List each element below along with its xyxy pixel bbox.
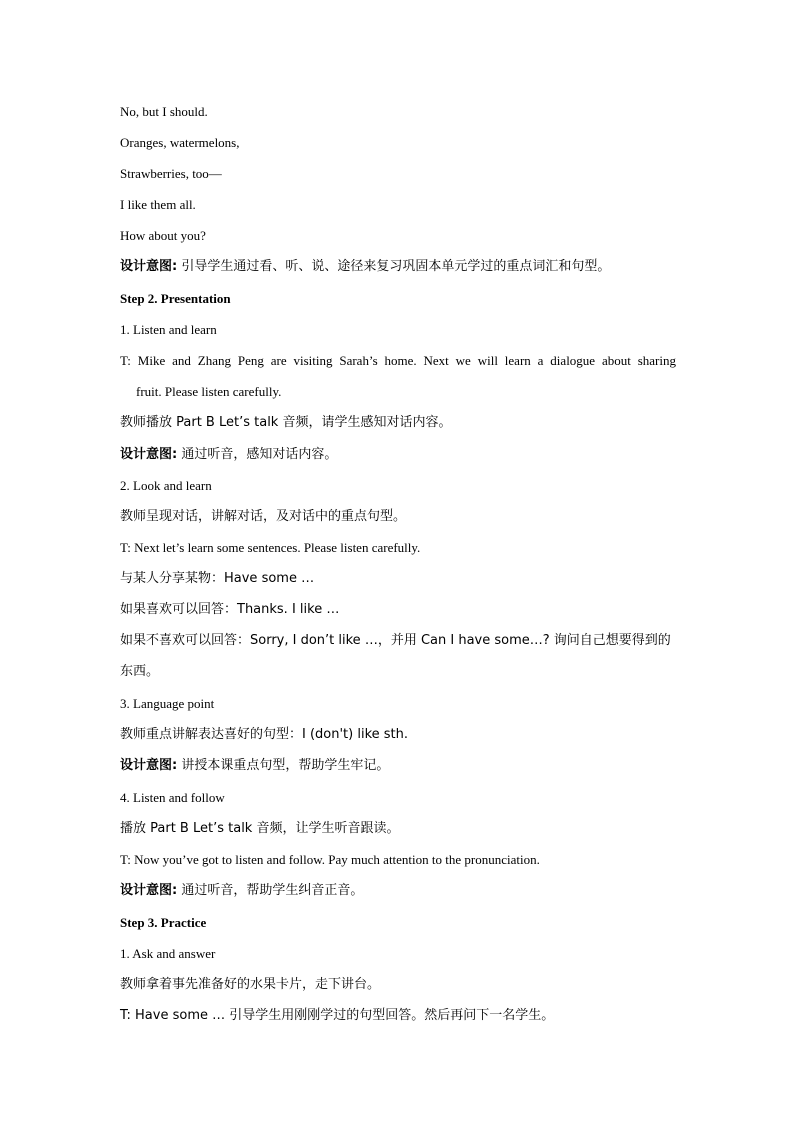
text-line: T: Have some … 引导学生用刚刚学过的句型回答。然后再问下一名学生。 [120,1008,555,1023]
design-intent-label: 设计意图: [120,447,178,462]
text-line: 播放 Part B Let’s talk 音频，让学生听音跟读。 [120,821,400,836]
text-line: 教师拿着事先准备好的水果卡片，走下讲台。 [120,977,381,992]
design-intent-line [120,883,363,899]
step-heading: Step 3. Practice [120,915,207,930]
step-heading: Step 2. Presentation [120,291,231,306]
sub-heading: 1. Ask and answer [120,946,216,961]
design-intent-line [120,758,389,774]
sub-heading: 2. Look and learn [120,478,212,493]
design-intent-text: 引导学生通过看、听、说、途径来复习巩固本单元学过的重点词汇和句型。 [181,259,611,274]
design-intent-label: 设计意图: [120,259,178,274]
design-intent-text: 讲授本课重点句型，帮助学生牢记。 [181,758,390,773]
text-line: 教师重点讲解表达喜好的句型：I (don't) like sth. [120,727,409,742]
text-line: How about you? [120,228,206,243]
text-line: Oranges, watermelons, [120,135,240,150]
design-intent-label: 设计意图: [120,758,178,773]
sub-heading: 4. Listen and follow [120,790,225,805]
design-intent-text: 通过听音，帮助学生纠音正音。 [181,883,364,898]
text-line: 如果不喜欢可以回答：Sorry, I don’t like …，并用 Can I have some…? 询问自己想要得到的 [120,633,671,648]
design-intent-line [120,259,610,275]
sub-heading: 1. Listen and learn [120,322,217,337]
design-intent-label: 设计意图: [120,883,178,898]
design-intent-line [120,447,337,463]
text-line: fruit. Please listen carefully. [136,384,282,399]
text-line: T: Now you’ve got to listen and follow. Pay much attention to the pronunciation. [120,852,540,867]
text-line: I like them all. [120,197,196,212]
text-line: T: Next let’s learn some sentences. Please listen carefully. [120,540,421,555]
text-line: 与某人分享某物：Have some … [120,571,315,586]
design-intent-text: 通过听音，感知对话内容。 [181,447,338,462]
sub-heading: 3. Language point [120,696,215,711]
text-line: 东西。 [120,664,160,679]
text-line: 教师播放 Part B Let’s talk 音频，请学生感知对话内容。 [120,415,452,430]
text-line: T: Mike and Zhang Peng are visiting Sarah’s home. Next we will learn a dialogue about sharing [120,353,676,368]
text-line: Strawberries, too— [120,166,222,181]
text-line: No, but I should. [120,104,208,119]
text-line: 如果喜欢可以回答：Thanks. I like … [120,602,340,617]
text-line: 教师呈现对话，讲解对话，及对话中的重点句型。 [120,509,407,524]
